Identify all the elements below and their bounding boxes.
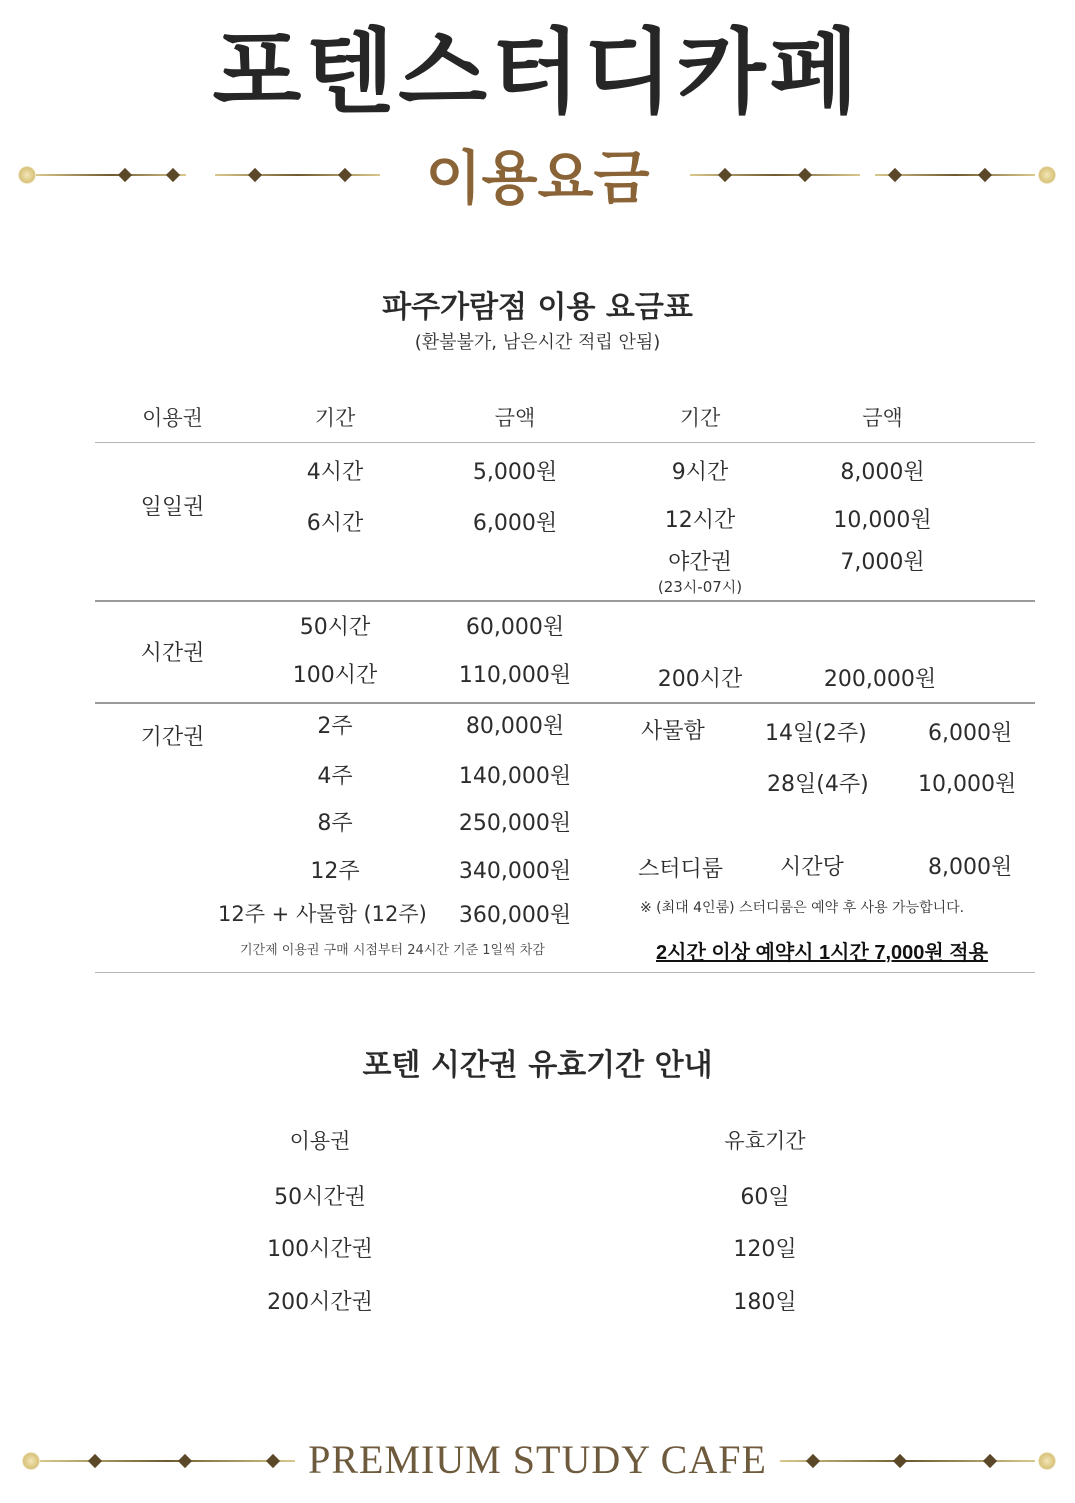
term-period: 8주 [317, 811, 353, 836]
row-divider [95, 702, 1035, 704]
term-price: 250,000원 [458, 811, 572, 836]
row-label-daily: 일일권 [140, 495, 205, 520]
term-period: 2주 [317, 714, 353, 739]
footer-tagline: PREMIUM STUDY CAFE [308, 1437, 767, 1482]
locker-price: 10,000원 [918, 772, 1017, 797]
validity-pass: 200시간권 [267, 1290, 373, 1315]
validity-col-period: 유효기간 [724, 1129, 806, 1153]
term-price: 80,000원 [465, 714, 565, 739]
daily-period: 9시간 [671, 460, 729, 485]
pricing-table-title: 파주가람점 이용 요금표 [382, 290, 693, 325]
study-room-discount: 2시간 이상 예약시 1시간 7,000원 적용 [656, 942, 988, 964]
locker-period: 28일(4주) [767, 772, 869, 797]
daily-period: 6시간 [306, 511, 364, 536]
study-room-unit: 시간당 [780, 855, 844, 880]
hourly-period: 50시간 [299, 615, 371, 640]
locker-price: 6,000원 [928, 721, 1013, 746]
daily-price: 8,000원 [840, 460, 925, 485]
term-price: 360,000원 [458, 903, 572, 928]
daily-price: 6,000원 [472, 511, 558, 536]
hourly-price: 60,000원 [465, 615, 565, 640]
term-price: 140,000원 [458, 764, 572, 789]
hourly-period: 200시간 [657, 667, 743, 692]
row-divider [95, 600, 1035, 602]
col-header-pass: 이용권 [142, 406, 203, 430]
night-pass-label: 야간권 [668, 550, 732, 575]
night-pass-price: 7,000원 [840, 550, 925, 575]
validity-pass: 100시간권 [267, 1237, 373, 1262]
term-price: 340,000원 [458, 859, 572, 884]
row-label-hourly: 시간권 [140, 641, 205, 666]
hourly-period: 100시간 [292, 663, 378, 688]
pricing-table-note: (환불불가, 남은시간 적립 안됨) [414, 332, 661, 353]
study-room-price: 8,000원 [928, 855, 1013, 880]
locker-label: 사물함 [641, 719, 705, 744]
col-header-period-2: 기간 [679, 406, 721, 430]
validity-period: 180일 [733, 1290, 797, 1315]
validity-col-pass: 이용권 [289, 1129, 351, 1153]
validity-period: 120일 [733, 1237, 797, 1262]
header-divider [95, 442, 1035, 443]
section-title: 이용요금 [425, 144, 650, 212]
study-room-note: ※ (최대 4인룸) 스터디룸은 예약 후 사용 가능합니다. [640, 900, 965, 916]
col-header-price-2: 금액 [862, 406, 903, 430]
daily-period: 4시간 [306, 460, 364, 485]
hourly-price: 110,000원 [458, 663, 572, 688]
daily-period: 12시간 [664, 508, 736, 533]
col-header-period: 기간 [314, 406, 356, 430]
brand-name: 포텐스터디카페 [212, 19, 863, 126]
validity-period: 60일 [740, 1185, 790, 1210]
term-footnote: 기간제 이용권 구매 시점부터 24시간 기준 1일씩 차감 [240, 943, 545, 958]
term-period: 12주 [310, 859, 360, 884]
daily-price: 10,000원 [833, 508, 932, 533]
locker-period: 14일(2주) [765, 721, 867, 746]
row-label-term: 기간권 [140, 725, 205, 750]
daily-price: 5,000원 [472, 460, 558, 485]
night-pass-hours: (23시-07시) [657, 578, 743, 596]
term-period-locker-combo: 12주 + 사물함 (12주) [218, 902, 427, 926]
hourly-price: 200,000원 [823, 667, 937, 692]
study-room-label: 스터디룸 [638, 857, 724, 882]
term-period: 4주 [317, 764, 353, 789]
table-bottom-divider [95, 972, 1035, 973]
validity-pass: 50시간권 [274, 1185, 366, 1210]
col-header-price: 금액 [494, 406, 536, 430]
validity-title: 포텐 시간권 유효기간 안내 [362, 1048, 713, 1083]
